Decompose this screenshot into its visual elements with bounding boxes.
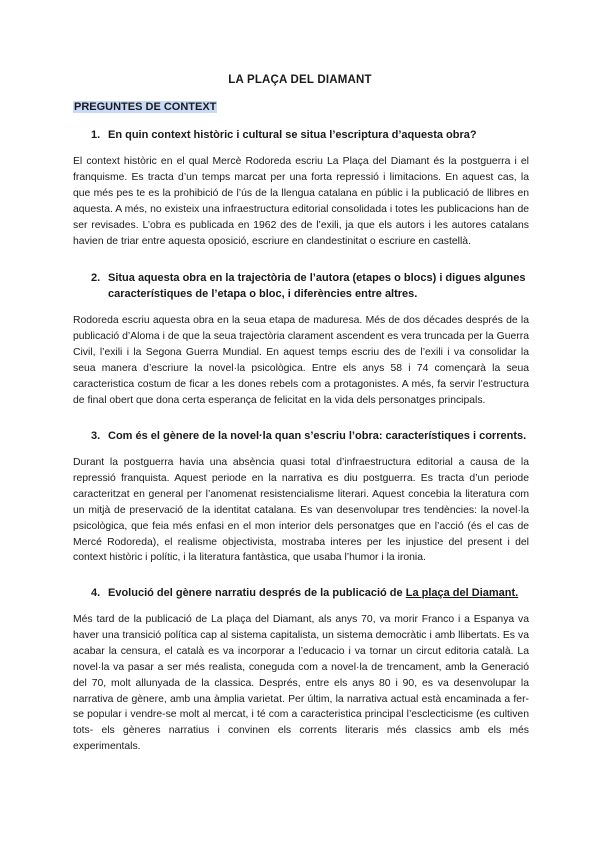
question-text: Com és el gènere de la novel·la quan s’escriu l’obra: característiques i corrents.	[108, 430, 527, 442]
question-number: 1.	[91, 129, 101, 141]
question-4	[91, 585, 531, 601]
question-number: 4.	[91, 587, 101, 599]
book-title-link: La plaça del Diamant.	[405, 587, 519, 599]
question-text-main: Evolució del gènere narratiu després de la publicació de	[108, 587, 406, 599]
answer-4: Més tard de la publicació de La plaça del Diamant, als anys 70, va morir Franco i a Espanya va haver una transició política cap al sistema capitalista, un sistema democràtic i amb llibertats. Es va acabar la censura, el català es va incorporar a l’educacio i va tornar un circut editoria català. La novel·la va pasar a ser més realista, coneguda com a novel·la de trencament, amb la Generació del 70, molt allunyada de la classica. Després, entre els anys 80 i 90, es va desenvolupar la narrativa de gènere, amb una àmplia varietat. Per últim, la narrativa actual està encaminada a fer-se popular i vendre-se molt al mercat, i té com a caracteristica principal l’esclecticisme (es cultiven tots- els gèneres narratius i convinen els corrents literaris més classics amb els més experimentals.	[73, 614, 529, 753]
question-3	[91, 428, 531, 444]
question-number: 3.	[91, 430, 101, 442]
answer-1: El context històric en el qual Mercè Rodoreda escriu La Plaça del Diamant és la postguerra i el franquisme. Es tracta d’un temps marcat per una forta repressió i limitacions. En aquest cas, la que més pes te es la prohibició de l’ús de la llengua catalana en públic i la publicació de llibres en aquesta. A més, no existeix una infraestructura editorial consolidada i totes les publicacions han de ser revisades. L’obra es publicada en 1962 des de l’exili, ja que els autors i les autores catalans havien de triar entre aquesta oposició, escriure en clandestinitat o escriure en castellà.	[73, 156, 529, 247]
section-heading: PREGUNTES DE CONTEXT	[74, 101, 217, 113]
question-2	[91, 270, 531, 302]
question-text: Situa aquesta obra en la trajectòria de l’autora (etapes o blocs) i digues algunes característiques de l’etapa o bloc, i diferències entre altres.	[108, 272, 526, 300]
question-number: 2.	[91, 272, 101, 284]
document-title: LA PLAÇA DEL DIAMANT	[228, 74, 372, 86]
answer-3: Durant la postguerra havia una absència quasi total d’infraestructura editorial a causa de la repressió franquista. Aquest periode en la narrativa es diu postguerra. Es tracta d’un periode caracteritzat en general per l’anomenat resistencialisme literari. Aquest concebia la literatura com un mitjà de preservació de la identitat catalana. Es van desenvolupar tres tendències: la novel·la psicològica, que feia més enfasi en el mon interior dels personatges que en l’acció (és el cas de Mercé Rodoreda), el realisme objectivista, mostraba interes per les injustice del present i del context històric i polític, i la literatura fantàstica, que usaba l’humor i la ironia.	[73, 457, 529, 564]
answer-2: Rodoreda escriu aquesta obra en la seua etapa de maduresa. Més de dos décades després de la publicació d’Aloma i de que la seua trajectòria clarament ascendent es vera truncada per la Guerra Civil, l’exili i la Segona Guerra Mundial. En aquest temps escriu des de l’exili i va consolidar la seua manera d’escriure la novel·la psicològica. Entre els anys 58 i 74 començarà la seua caracteristica costum de ficar a les dones rebels com a protagonistes. A més, fa servir l’estructura de final obert que dona certa esperança de felicitat en la vida dels personatges principals.	[73, 315, 529, 406]
question-text	[108, 585, 531, 601]
question-1	[91, 127, 531, 143]
question-text: En quin context històric i cultural se situa l’escriptura d’aquesta obra?	[108, 129, 477, 141]
